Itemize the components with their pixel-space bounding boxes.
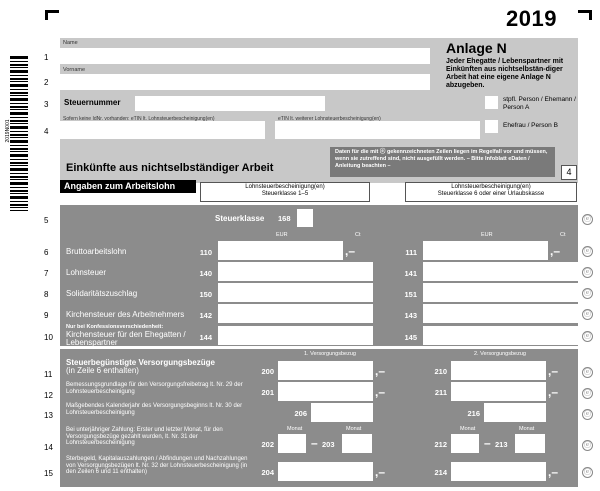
steuernummer-field[interactable] <box>135 96 325 111</box>
row14-code1b: 203 <box>322 440 335 449</box>
row-number-7: 7 <box>44 269 49 278</box>
steuerklasse-field[interactable] <box>297 209 313 227</box>
row11-suffix2: ,– <box>548 364 559 378</box>
row-number-4: 4 <box>44 127 49 136</box>
row6-suffix2: ,– <box>550 244 561 258</box>
vorname-field[interactable] <box>60 74 430 90</box>
edata-icon: ⓔ <box>584 442 591 449</box>
steuerklasse-code: 168 <box>278 214 291 223</box>
row15-amount2[interactable] <box>451 462 546 481</box>
row10-note: Nur bei Konfessionsverschiedenheit: <box>66 324 164 330</box>
ct-header-1: Ct <box>355 232 361 238</box>
versorgungsbezug-1-header: 1. Versorgungsbezug <box>304 351 356 357</box>
row6-amount1[interactable] <box>218 241 343 260</box>
row7-label: Lohnsteuer <box>66 268 107 277</box>
page-number: 4 <box>561 165 577 180</box>
row8-code1: 150 <box>199 290 212 299</box>
row-number-2: 2 <box>44 78 49 87</box>
row14-range-dash2: – <box>484 436 491 450</box>
row6-suffix1: ,– <box>345 244 356 258</box>
row14-month-last1[interactable] <box>342 434 372 453</box>
row12-code1: 201 <box>261 388 274 397</box>
row14-code2: 212 <box>434 440 447 449</box>
person-b-label: Ehefrau / Person B <box>503 122 558 129</box>
tab1-line1: Lohnsteuerbescheinigung(en) <box>245 184 325 190</box>
tab2-line1: Lohnsteuerbescheinigung(en) <box>451 184 531 190</box>
row-number-9: 9 <box>44 311 49 320</box>
monat-header-1b: Monat <box>346 426 362 432</box>
row7-code2: 141 <box>404 269 417 278</box>
row10-amount1[interactable] <box>218 326 373 345</box>
row9-amount1[interactable] <box>218 304 373 323</box>
section-title: Einkünfte aus nichtselbständiger Arbeit <box>66 162 274 174</box>
row-number-11: 11 <box>44 370 53 379</box>
row14-month-first1[interactable] <box>278 434 306 453</box>
edata-icon: ⓔ <box>584 290 591 297</box>
row-number-13: 13 <box>44 411 53 420</box>
row7-amount2[interactable] <box>423 262 578 281</box>
row12-label: Bemessungsgrundlage für den Versorgungsfreibetrag lt. Nr. 29 der Lohnsteuerbescheinigung <box>66 382 243 395</box>
tab1-line2: Steuerklasse 1–5 <box>261 191 309 197</box>
row10-amount2[interactable] <box>423 326 578 345</box>
steuernummer-label: Steuernummer <box>64 98 121 107</box>
edata-icon: ⓔ <box>584 369 591 376</box>
row11-suffix1: ,– <box>375 364 386 378</box>
tab2-line2: Steuerklasse 6 oder einer Urlaubskasse <box>437 191 545 197</box>
form-year: 2019 <box>506 6 557 31</box>
row15-code1: 204 <box>261 468 274 477</box>
row13-code1: 206 <box>294 409 307 418</box>
row11-amount2[interactable] <box>451 361 546 380</box>
edata-icon: ⓔ <box>584 469 591 476</box>
row11-sub: (in Zeile 6 enthalten) <box>66 366 139 375</box>
eur-header-1: EUR <box>276 232 288 238</box>
edata-icon: ⓔ <box>584 269 591 276</box>
row14-code2b: 213 <box>495 440 508 449</box>
barcode-number: 2019N001 <box>5 119 11 143</box>
row15-suffix1: ,– <box>375 465 386 479</box>
row6-amount2[interactable] <box>423 241 548 260</box>
edata-note: Daten für die mit ⓔ gekennzeichneten Zeilen liegen im Regelfall vor und müssen, wenn sie zutreffend sind, nicht ausgefüllt werden. – Bitte Infoblatt eDaten / Anleitung beachten – <box>330 147 555 177</box>
steuerklasse-label: Steuerklasse <box>215 214 265 223</box>
row13-year2[interactable] <box>484 403 546 422</box>
etin-weitere-label: eTIN lt. weiterer Lohnsteuerbescheinigung(en) <box>278 116 381 122</box>
row7-code1: 140 <box>199 269 212 278</box>
versorgungsbezug-2-header: 2. Versorgungsbezug <box>474 351 526 357</box>
edata-icon: ⓔ <box>584 411 591 418</box>
tab-steuerklasse-1-5 <box>200 182 370 202</box>
crop-mark-top-left <box>45 10 59 20</box>
row-number-8: 8 <box>44 290 49 299</box>
eur-header-2: EUR <box>481 232 493 238</box>
row9-label: Kirchensteuer des Arbeitnehmers <box>66 310 185 319</box>
etin-label: Sofern keine IdNr. vorhanden: eTIN lt. Lohnsteuerbescheinigung(en) <box>63 116 215 122</box>
vorname-label: Vorname <box>63 67 86 73</box>
row15-suffix2: ,– <box>548 465 559 479</box>
subsection-title: Angaben zum Arbeitslohn <box>60 180 196 193</box>
row6-code2: 111 <box>405 248 417 257</box>
row10-label: Kirchensteuer für den Ehegatten / Lebenspartner <box>66 330 186 347</box>
row12-suffix1: ,– <box>375 385 386 399</box>
row-number-12: 12 <box>44 391 53 400</box>
row11-label: Steuerbegünstigte Versorgungsbezüge <box>66 358 215 367</box>
edata-icon: ⓔ <box>584 390 591 397</box>
row10-code1: 144 <box>199 333 212 342</box>
monat-header-2a: Monat <box>460 426 476 432</box>
row8-label: Solidaritätszuschlag <box>66 289 138 298</box>
row11-amount1[interactable] <box>278 361 373 380</box>
row12-amount2[interactable] <box>451 382 546 401</box>
row13-label: Maßgebendes Kalenderjahr des Versorgungsbeginns lt. Nr. 30 der Lohnsteuerbescheinigung <box>66 403 243 416</box>
row12-amount1[interactable] <box>278 382 373 401</box>
edata-icon: ⓔ <box>584 333 591 340</box>
row14-month-last2[interactable] <box>515 434 545 453</box>
ct-header-2: Ct <box>560 232 566 238</box>
row-number-3: 3 <box>44 100 49 109</box>
row7-amount1[interactable] <box>218 262 373 281</box>
name-field[interactable] <box>60 48 430 64</box>
row8-amount2[interactable] <box>423 283 578 302</box>
monat-header-2b: Monat <box>519 426 535 432</box>
person-a-checkbox[interactable] <box>485 96 498 109</box>
row12-code2: 211 <box>434 388 447 397</box>
row13-year1[interactable] <box>311 403 373 422</box>
row9-code1: 142 <box>199 311 212 320</box>
row14-range-dash1: – <box>311 436 318 450</box>
row14-label: Bei unterjähriger Zahlung: Erster und letzter Monat, für den Versorgungsbezüge gezahlt wurden, lt. Nr. 31 der Lohnsteuerbescheinigung <box>66 427 223 446</box>
row6-code1: 110 <box>199 248 212 257</box>
row12-suffix2: ,– <box>548 385 559 399</box>
row-number-5: 5 <box>44 216 49 225</box>
row14-code1: 202 <box>261 440 274 449</box>
crop-mark-top-right <box>578 10 592 20</box>
tab-steuerklasse-6 <box>405 182 577 202</box>
name-label: Name <box>63 40 78 46</box>
row-number-1: 1 <box>44 53 49 62</box>
row10-code2: 145 <box>404 333 417 342</box>
monat-header-1a: Monat <box>287 426 303 432</box>
row8-amount1[interactable] <box>218 283 373 302</box>
row11-code2: 210 <box>434 367 447 376</box>
row15-code2: 214 <box>434 468 447 477</box>
row9-code2: 143 <box>404 311 417 320</box>
row15-label: Sterbegeld, Kapitalauszahlungen / Abfindungen und Nachzahlungen von Versorgungsbezügen lt. Nr. 32 der Lohnsteuerbescheinigung (in den Zeilen 6 und 11 enthalten) <box>66 456 248 475</box>
edata-icon: ⓔ <box>584 311 591 318</box>
edata-icon: ⓔ <box>584 216 591 223</box>
row-number-15: 15 <box>44 469 53 478</box>
row-number-10: 10 <box>44 333 53 342</box>
form-title: Anlage N <box>446 40 507 56</box>
row11-code1: 200 <box>261 367 274 376</box>
edata-icon: ⓔ <box>584 248 591 255</box>
row15-amount1[interactable] <box>278 462 373 481</box>
barcode <box>10 56 28 211</box>
row8-code2: 151 <box>404 290 417 299</box>
row13-code2: 216 <box>467 409 480 418</box>
row9-amount2[interactable] <box>423 304 578 323</box>
etin-weitere-field[interactable] <box>275 121 480 139</box>
row6-label: Bruttoarbeitslohn <box>66 247 127 256</box>
row14-month-first2[interactable] <box>451 434 479 453</box>
etin-field[interactable] <box>60 121 265 139</box>
person-b-checkbox[interactable] <box>485 120 498 133</box>
row-number-14: 14 <box>44 443 53 452</box>
person-a-label: stpfl. Person / Ehemann / Person A <box>503 96 576 111</box>
row-number-6: 6 <box>44 248 49 257</box>
form-subtitle: Jeder Ehegatte / Lebenspartner mit Einkünften aus nichtselbstän-diger Arbeit hat eine eigene Anlage N abzugeben. <box>446 58 564 89</box>
